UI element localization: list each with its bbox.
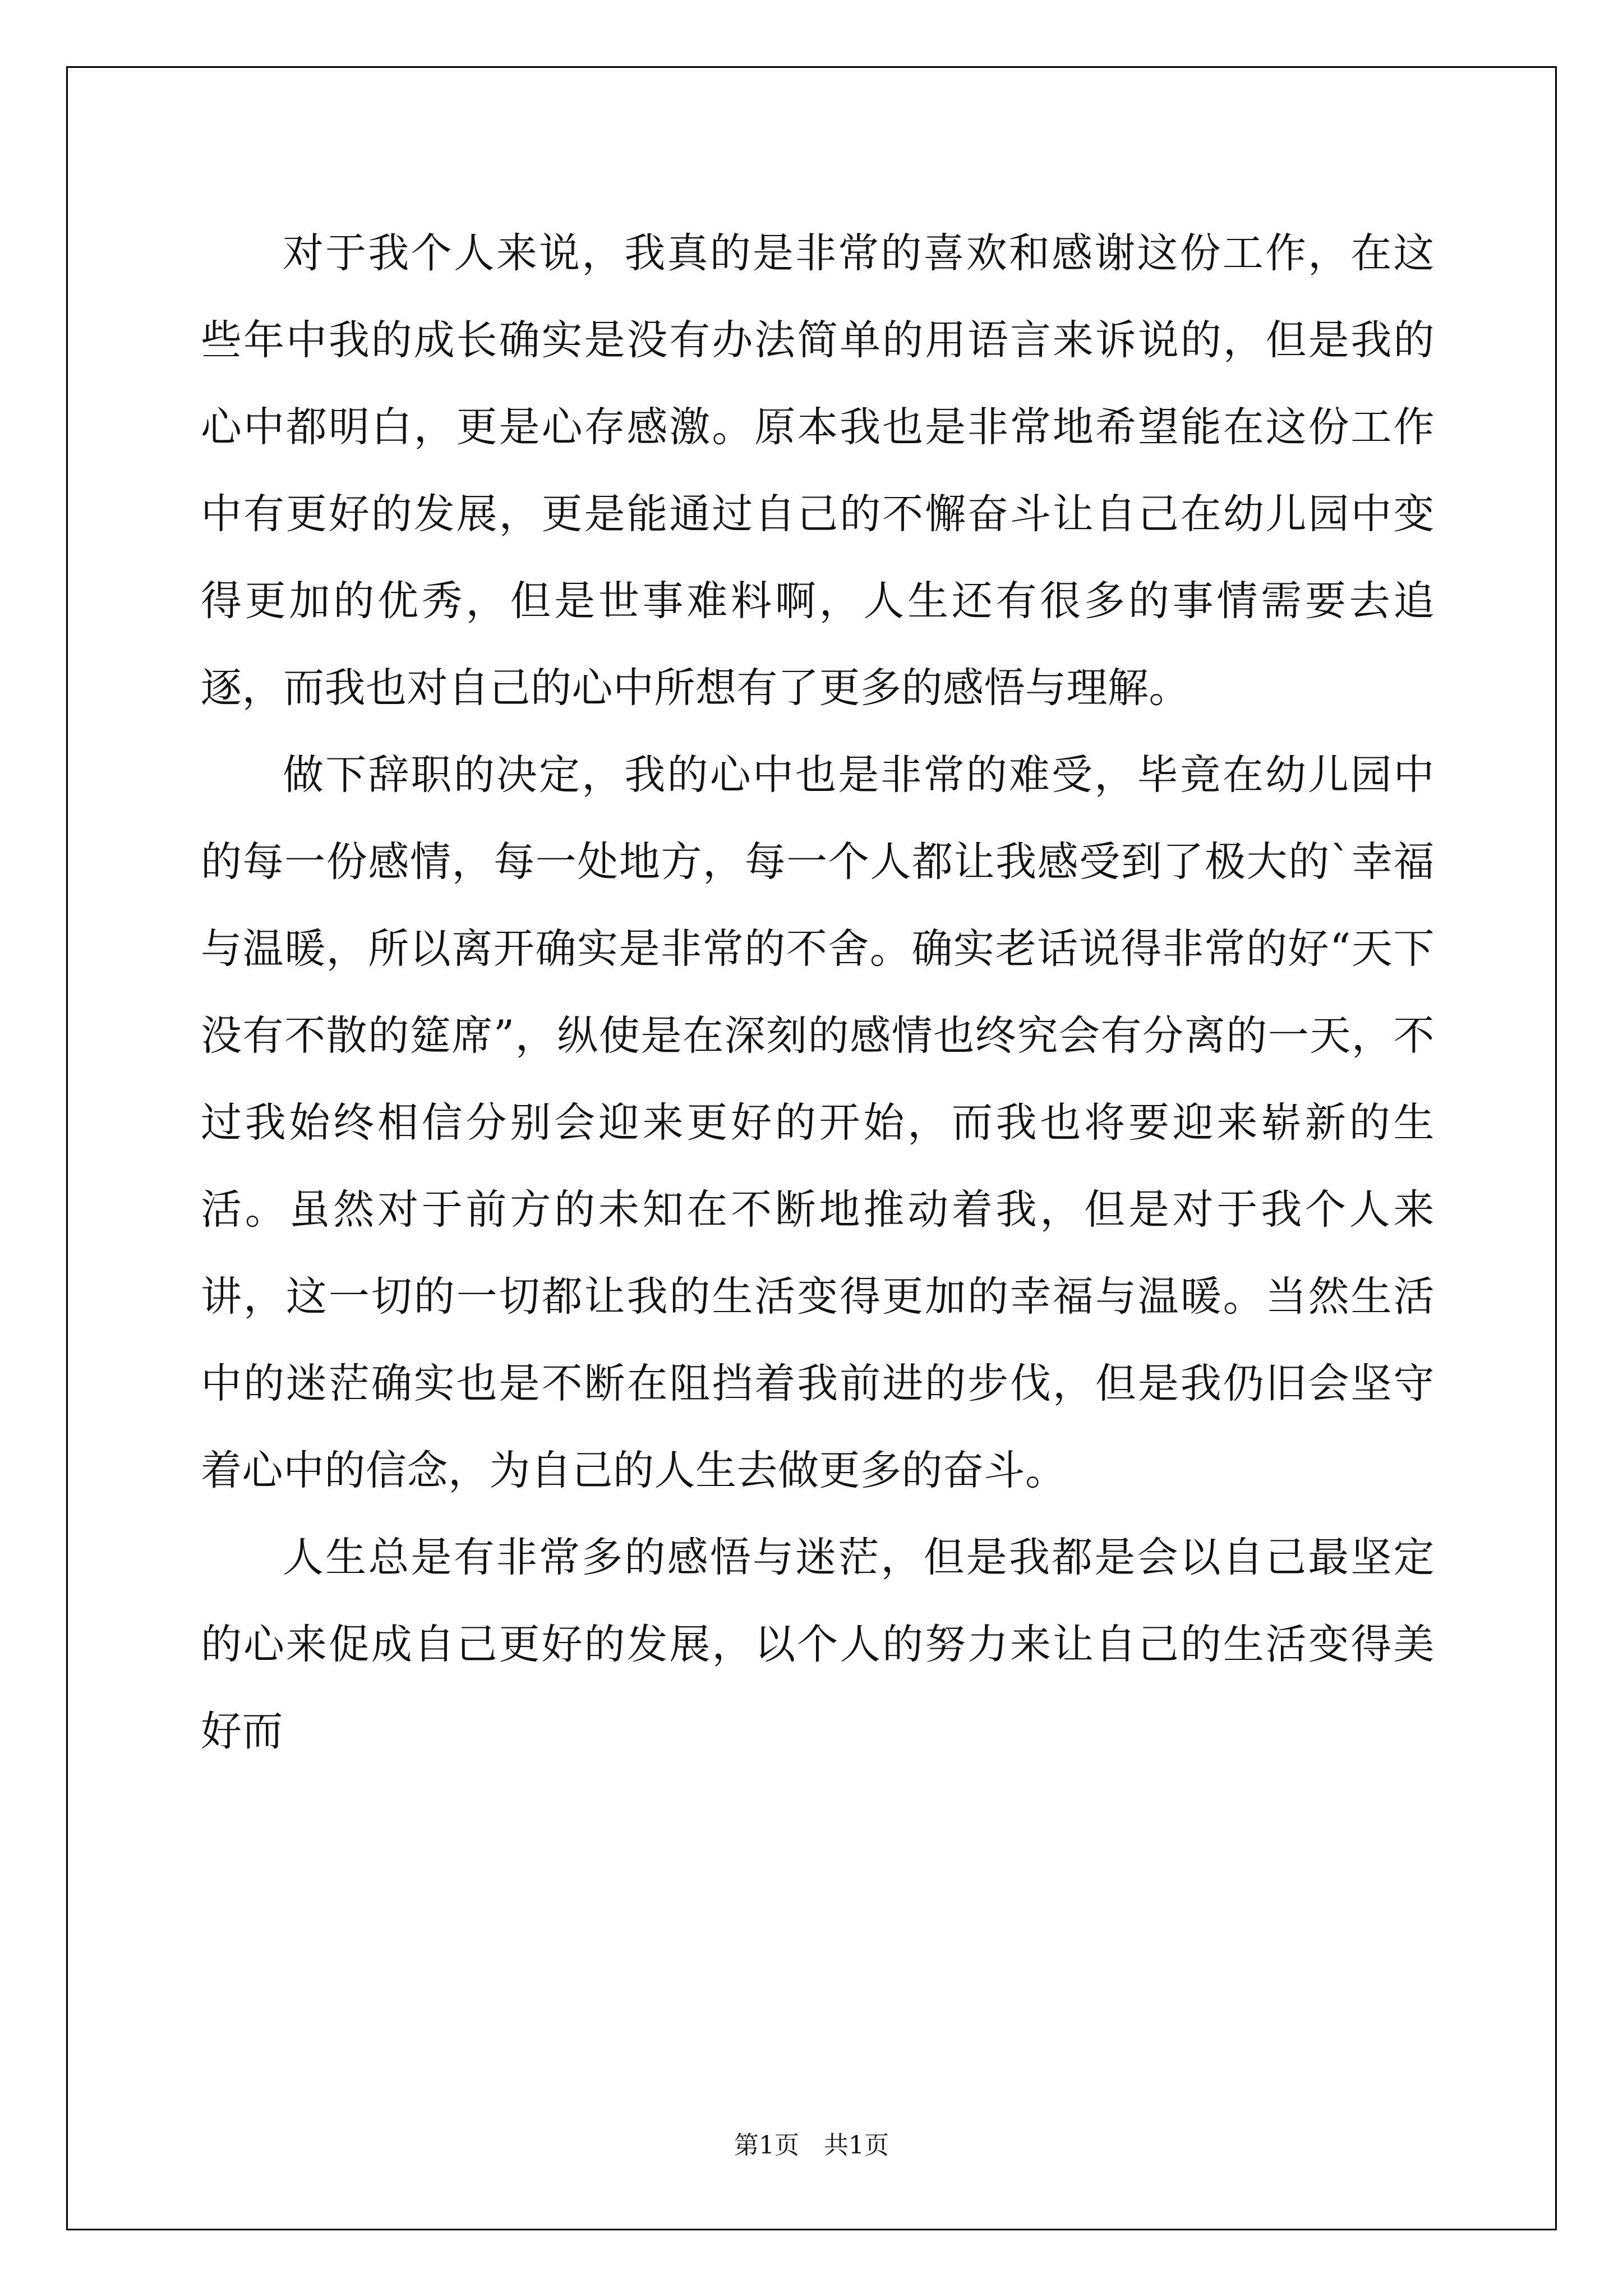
paragraph-2: 做下辞职的决定，我的心中也是非常的难受，毕竟在幼儿园中的每一份感情，每一处地方，每一个人都让我感受到了极大的`幸福与温暖，所以离开确实是非常的不舍。确实老话说得非常的好“天下没有不散的筵席”，纵使是在深刻的感情也终究会有分离的一天，不过我始终相信分别会迎来更好的开始，而我也将要迎来崭新的生活。虽然对于前方的未知在不断地推动着我，但是对于我个人来讲，这一切的一切都让我的生活变得更加的幸福与温暖。当然生活中的迷茫确实也是不断在阻挡着我前进的步伐，但是我仍旧会坚守着心中的信念，为自己的人生去做更多的奋斗。 <box>201 751 1435 1494</box>
document-body <box>201 210 1435 1775</box>
paragraph-3: 人生总是有非常多的感悟与迷茫，但是我都是会以自己最坚定的心来促成自己更好的发展，以个人的努力来让自己的生活变得美好而 <box>201 1534 1435 1755</box>
page-number-footer: 第1页 共1页 <box>734 2131 889 2160</box>
paragraph-1: 对于我个人来说，我真的是非常的喜欢和感谢这份工作，在这些年中我的成长确实是没有办法简单的用语言来诉说的，但是我的心中都明白，更是心存感激。原本我也是非常地希望能在这份工作中有更好的发展，更是能通过自己的不懈奋斗让自己在幼儿园中变得更加的优秀，但是世事难料啊，人生还有很多的事情需要去追逐，而我也对自己的心中所想有了更多的感悟与理解。 <box>201 229 1435 712</box>
